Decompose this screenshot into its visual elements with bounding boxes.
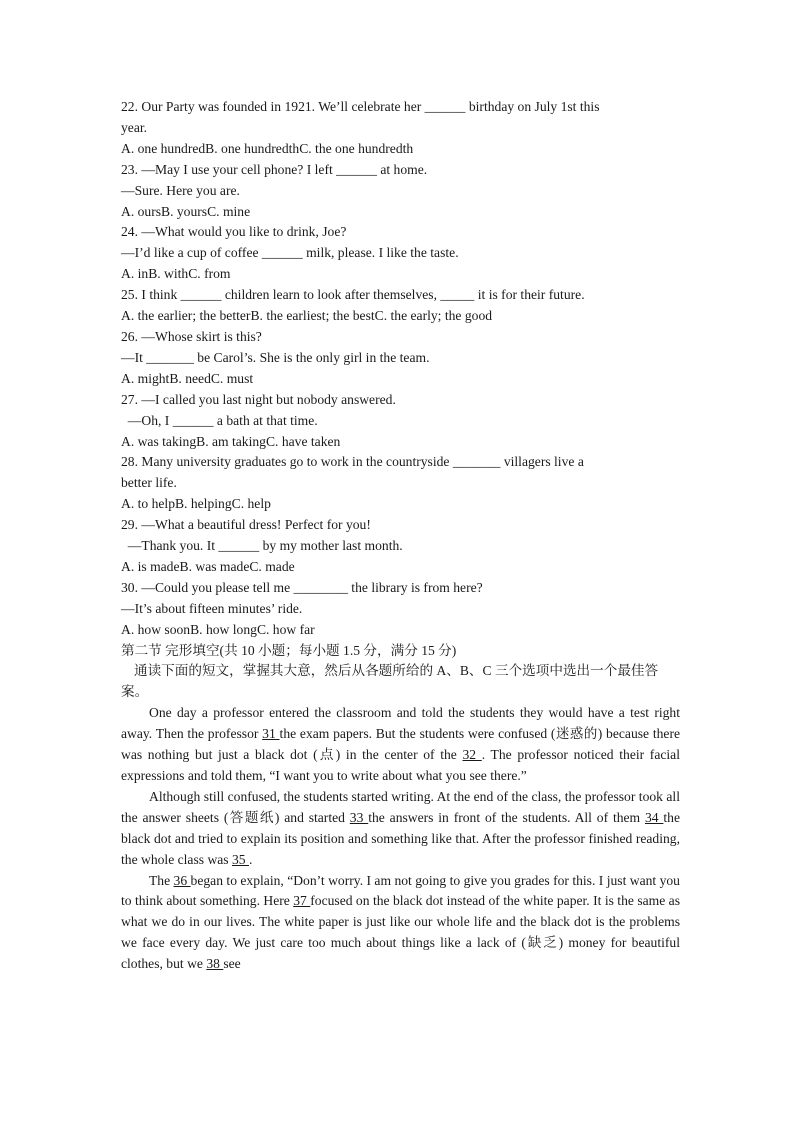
question-27-stem-line-1: 27. —I called you last night but nobody answered.	[121, 391, 396, 407]
question-27-stem-line-2: —Oh, I ______ a bath at that time.	[121, 412, 318, 428]
question-28-stem-line-1: 28. Many university graduates go to work in the countryside _______ villagers live a	[121, 454, 584, 470]
question-22-stem-line-2: year.	[121, 119, 148, 135]
question-26-stem-line-1: 26. —Whose skirt is this?	[121, 328, 262, 344]
question-26-options: A. mightB. needC. must	[121, 370, 254, 386]
question-30-stem-line-1: 30. —Could you please tell me ________ the library is from here?	[121, 579, 483, 595]
blank-37: 37	[293, 893, 311, 909]
question-23-options: A. oursB. yoursC. mine	[121, 203, 251, 219]
blank-36: 36	[173, 872, 191, 888]
question-28-stem-line-2: better life.	[121, 475, 177, 491]
section-instructions: 通读下面的短文，掌握其大意，然后从各题所给的 A、B、C 三个选项中选出一个最佳答案。	[121, 663, 659, 700]
passage-text: .	[249, 851, 253, 867]
section-title: 第二节 完形填空(共 10 小题；每小题 1.5 分，满分 15 分)	[121, 642, 457, 658]
question-24	[121, 222, 680, 285]
question-24-stem-line-2: —I’d like a cup of coffee ______ milk, please. I like the taste.	[121, 245, 459, 261]
question-30	[121, 578, 680, 641]
passage-paragraph-1	[121, 703, 680, 787]
blank-33: 33	[349, 809, 369, 825]
blank-34: 34	[644, 809, 664, 825]
passage-text: . The professor noticed their facial expressions and told them, “I want you to write about what you see there.”	[121, 747, 680, 783]
passage-text: Although still confused, the students started writing. At the end of the class, the professor took all the answer sheets (答题纸) and started	[121, 788, 680, 825]
question-24-stem-line-1: 24. —What would you like to drink, Joe?	[121, 224, 347, 240]
question-25-options: A. the earlier; the betterB. the earliest; the bestC. the early; the good	[121, 308, 493, 324]
question-24-options: A. inB. withC. from	[121, 266, 231, 282]
question-28	[121, 452, 680, 515]
question-22-stem-line-1: 22. Our Party was founded in 1921. We’ll celebrate her ______ birthday on July 1st this	[121, 99, 600, 114]
question-27-options: A. was takingB. am takingC. have taken	[121, 433, 341, 449]
passage-text: The	[149, 872, 174, 888]
question-25-stem-line-1: 25. I think ______ children learn to look after themselves, _____ it is for their future.	[121, 287, 585, 303]
question-29-stem-line-2: —Thank you. It ______ by my mother last month.	[121, 538, 403, 554]
passage-paragraph-3	[121, 871, 680, 976]
blank-38: 38	[206, 956, 224, 972]
question-29-options: A. is madeB. was madeC. made	[121, 558, 295, 574]
question-26	[121, 327, 680, 390]
exam-page	[121, 97, 680, 975]
question-23-stem-line-1: 23. —May I use your cell phone? I left ______ at home.	[121, 161, 428, 177]
question-22-options: A. one hundredB. one hundredthC. the one hundredth	[121, 140, 414, 156]
question-30-options: A. how soonB. how longC. how far	[121, 621, 315, 637]
passage-text: the black dot and tried to explain its position and something like that. After the professor finished reading, the whole class was	[121, 809, 681, 867]
question-22	[121, 97, 680, 160]
blank-31: 31	[262, 726, 280, 742]
question-25	[121, 285, 680, 327]
question-28-options: A. to helpB. helpingC. help	[121, 496, 271, 512]
passage-text: One day a professor entered the classroom and told the students they would have a test right away. Then the professor	[121, 705, 680, 742]
question-26-stem-line-2: —It _______ be Carol’s. She is the only girl in the team.	[121, 349, 430, 365]
question-23	[121, 160, 680, 223]
blank-35: 35	[232, 851, 249, 867]
passage-text: see	[223, 956, 241, 972]
passage-text: the answers in front of the students. All of them	[368, 809, 645, 825]
question-29	[121, 515, 680, 578]
question-27	[121, 390, 680, 453]
passage-text: focused on the black dot instead of the white paper. It is the same as what we do in our lives. The white paper is just like our whole life and the black dot is the problems we face every day. We just care too much about things like a lack of (缺乏) money for beautiful clothes, but we	[121, 893, 680, 972]
passage-text: began to explain, “Don’t worry. I am not going to give you grades for this. I just want you to think about something. Here	[121, 872, 680, 909]
question-30-stem-line-2: —It’s about fifteen minutes’ ride.	[121, 600, 303, 616]
question-23-stem-line-2: —Sure. Here you are.	[121, 182, 240, 198]
blank-32: 32	[462, 747, 482, 763]
passage-paragraph-2	[121, 787, 680, 871]
question-29-stem-line-1: 29. —What a beautiful dress! Perfect for you!	[121, 517, 371, 533]
passage-text: the exam papers. But the students were confused (迷惑的) because there was nothing but just a black dot (点) in the center of the	[121, 726, 680, 763]
